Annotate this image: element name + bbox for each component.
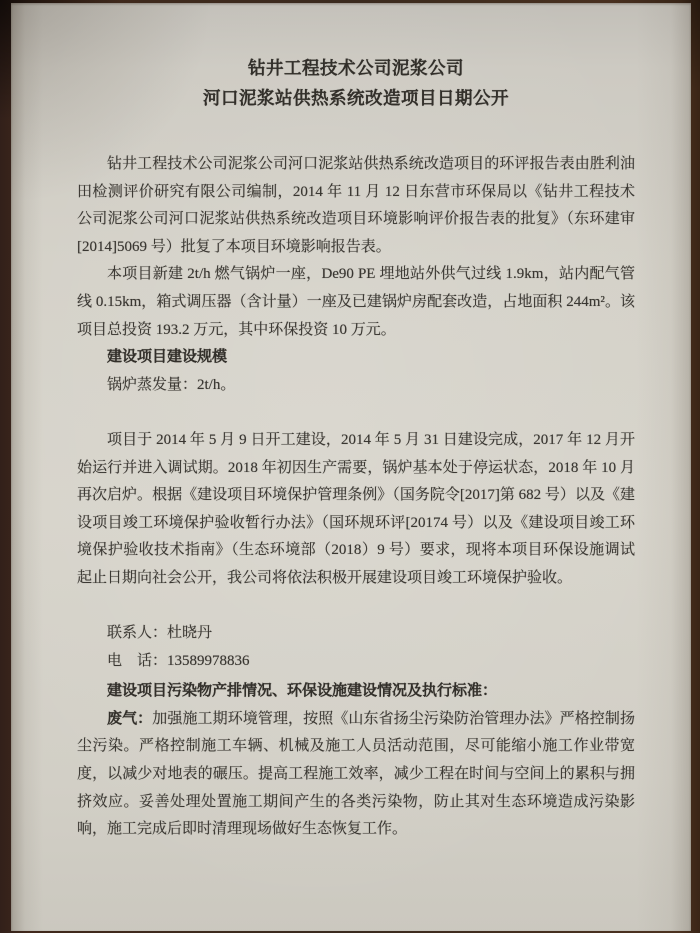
contact-name-line: 联系人：杜晓丹 <box>107 625 213 642</box>
approval-paragraph: 钻井工程技术公司泥浆公司河口泥浆站供热系统改造项目的环评报告表由胜利油田检测评价研究有限公司编制，2014 年 11 月 12 日东营市环保局以《钻井工程技术公司泥浆公司河口泥浆站供热系统改造项目环境影响评价报告表的批复》（东环建审[2014]5069 号）批复了本项目环境影响报告表。 <box>77 156 635 255</box>
document-title-line-1: 钻井工程技术公司泥浆公司 <box>248 58 464 78</box>
project-overview-paragraph: 本项目新建 2t/h 燃气锅炉一座，De90 PE 埋地站外供气过线 1.9km，站内配气管线 0.15km，箱式调压器（含计量）一座及已建锅炉房配套改造，占地面积 244m²。该项目总投资 193.2 万元，其中环保投资 10 万元。 <box>77 266 635 338</box>
waste-gas-paragraph-text: 加强施工期环境管理，按照《山东省扬尘污染防治管理办法》严格控制扬尘污染。严格控制施工车辆、机械及施工人员活动范围，尽可能缩小施工作业带宽度，以减少对地表的碾压。提高工程施工效率，减少工程在时间与空间上的累积与拥挤效应。妥善处理处置施工期间产生的各类污染物，防止其对生态环境造成污染影响，施工完成后即时清理现场做好生态恢复工作。 <box>77 710 635 838</box>
boiler-evaporation-line: 锅炉蒸发量：2t/h。 <box>107 376 236 393</box>
blank-line-2 <box>77 593 635 621</box>
title-gap <box>77 113 635 151</box>
pollutant-standards-heading: 建设项目污染物产排情况、环保设施建设情况及执行标准： <box>107 683 498 700</box>
document-title-line-2: 河口泥浆站供热系统改造项目日期公开 <box>203 88 509 108</box>
paper-sheet <box>11 3 691 931</box>
document-page <box>77 53 635 844</box>
waste-gas-paragraph-label: 废气： <box>107 710 153 727</box>
blank-line-1 <box>77 399 635 427</box>
waste-gas-paragraph <box>77 706 635 844</box>
contact-phone-line: 电 话：13589978836 <box>107 652 250 669</box>
construction-scale-heading: 建设项目建设规模 <box>107 349 228 366</box>
schedule-paragraph: 项目于 2014 年 5 月 9 日开工建设，2014 年 5 月 31 日建设完成，2017 年 12 月开始运行并进入调试期。2018 年初因生产需要，锅炉基本处于停运状态，2018 年 10 月再次启炉。根据《建设项目环境保护管理条例》（国务院令[2017]第 682 号）以及《建设项目竣工环境保护验收暂行办法》（国环规环评[20174 号）以及《建设项目竣工环境保护验收技术指南》（生态环境部（2018）9 号）要求，现将本项目环保设施调试起止日期向社会公开，我公司将依法积极开展建设项目竣工环境保护验收。 <box>77 431 635 586</box>
